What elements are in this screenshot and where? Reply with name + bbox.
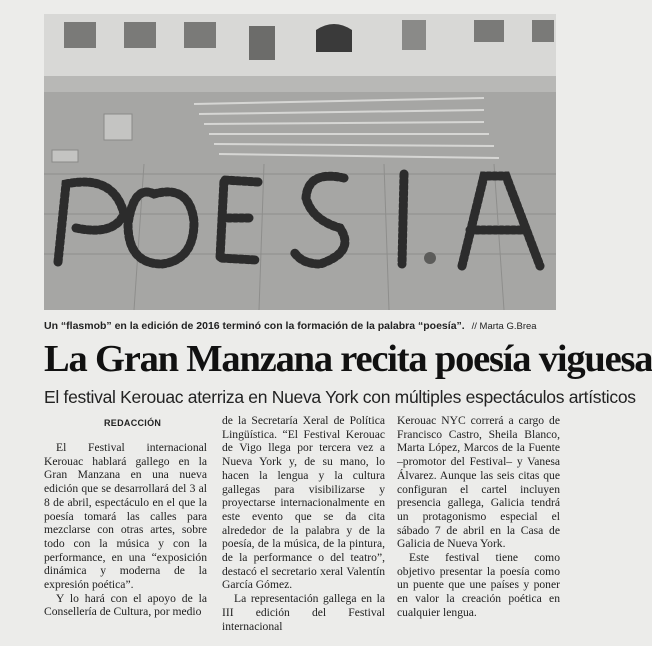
article-subheadline: El festival Kerouac aterriza en Nueva York con múltiples espectáculos artísticos <box>44 387 636 407</box>
caption-text: Un “flasmob” en la edición de 2016 terminó con la formación de la palabra “poesía”. <box>44 320 465 332</box>
column-3-paragraph-1: Kerouac NYC correrá a cargo de Francisco Castro, Sheila Blanco, Marta López, Marcos de la Fuente –promotor del Festival– y Vanesa Álvarez. Aunque las seis citas que configuran el cartel incluyen presencia gallega, Galicia tendrá un protagonismo especial el sábado 7 de abril en la Casa de Galicia de Nueva York. <box>397 414 560 551</box>
article-column-1 <box>44 441 207 619</box>
column-2-paragraph-1: de la Secretaría Xeral de Política Lingüística. “El Festival Kerouac de Vigo llega por tercera vez a Nueva York y, de su mano, lo hacen la lengua y la cultura gallegas para visibilizarse y proyectarse internacionalmente en este evento que se da cita alrededor de la palabra y de la poesía, de la música, de la pintura, de la performance o del teatro”, destacó el secretario xeral Valentín García Gómez. <box>222 414 385 592</box>
article-byline: REDACCIÓN <box>104 418 162 428</box>
plaza-photo-illustration <box>44 14 556 310</box>
column-1-paragraph-1: El Festival internacional Kerouac hablará gallego en la Gran Manzana en una nueva edición que se desarrollará del 3 al 8 de abril, espectáculo en el que la poesía tomará las calles para mezclarse con otras artes, sobre todo con la música y con la performance, en una “exposición dinámica y moderna de la expresión poética”. <box>44 441 207 592</box>
column-1-paragraph-2: Y lo hará con el apoyo de la Consellería de Cultura, por medio <box>44 591 207 619</box>
article-headline: La Gran Manzana recita poesía viguesa <box>44 338 652 380</box>
photo-caption <box>44 320 556 332</box>
article-column-2 <box>222 414 385 633</box>
column-2-paragraph-2: La representación gallega en la III edición del Festival internacional <box>222 592 385 633</box>
article-photo <box>44 14 556 310</box>
article-column-3 <box>397 414 560 620</box>
photo-credit: // Marta G.Brea <box>471 321 537 332</box>
column-3-paragraph-2: Este festival tiene como objetivo presentar la poesía como un puente que une países y poner en valor la creación poética en cualquier lengua. <box>397 551 560 619</box>
